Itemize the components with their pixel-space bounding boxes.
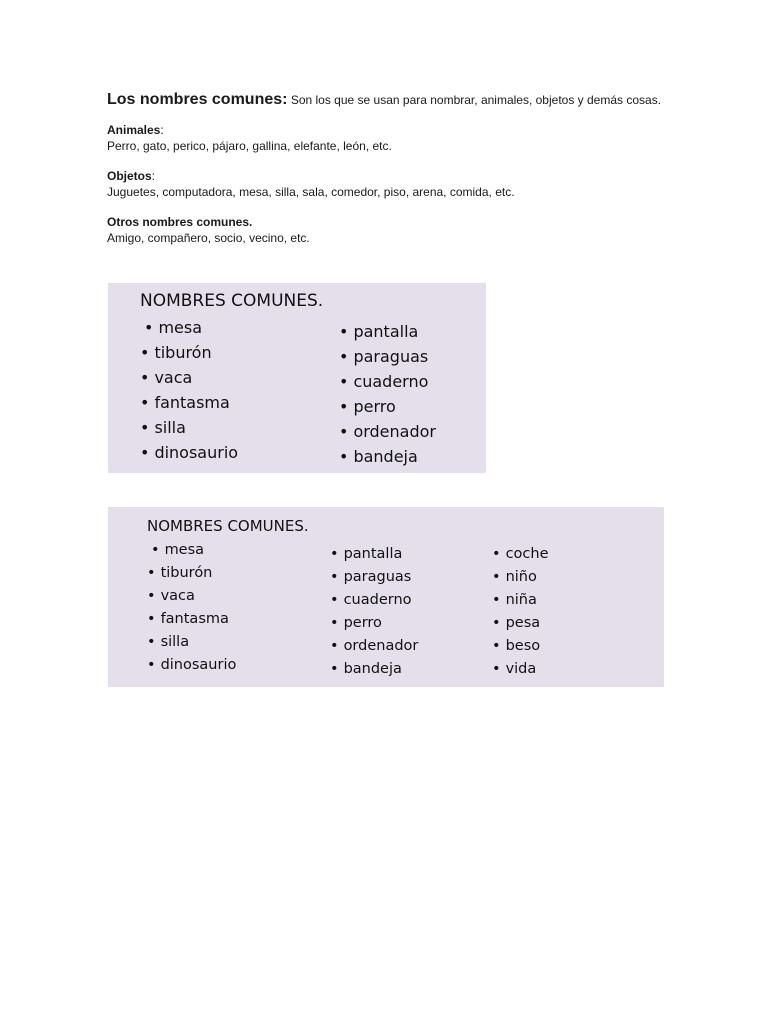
- word-list-item: • paraguas: [339, 344, 436, 369]
- word-list-item: • pantalla: [330, 543, 418, 566]
- word-list-item: • cuaderno: [339, 369, 436, 394]
- word-list-item: • vida: [492, 658, 549, 681]
- word-list-item: • vaca: [140, 365, 238, 390]
- word-list-item: • tiburón: [147, 562, 236, 585]
- section-body: Juguetes, computadora, mesa, silla, sala, comedor, piso, arena, comida, etc.: [107, 185, 515, 199]
- word-list-item: • pesa: [492, 612, 549, 635]
- intro-paragraph: [107, 92, 667, 108]
- word-list-item: • ordenador: [339, 419, 436, 444]
- section-otros: [107, 214, 667, 246]
- word-column-3: [492, 543, 549, 681]
- word-list-item: • dinosaurio: [147, 654, 236, 677]
- word-list-item: • perro: [339, 394, 436, 419]
- section-title: Otros nombres comunes.: [107, 215, 253, 229]
- word-list-item: • vaca: [147, 585, 236, 608]
- word-list-item: • silla: [140, 415, 238, 440]
- word-list-item: • silla: [147, 631, 236, 654]
- word-list-item: • bandeja: [330, 658, 418, 681]
- word-list-item: • cuaderno: [330, 589, 418, 612]
- section-body: Perro, gato, perico, pájaro, gallina, elefante, león, etc.: [107, 139, 392, 153]
- word-list-item: • pantalla: [339, 319, 436, 344]
- word-list-item: • bandeja: [339, 444, 436, 469]
- word-column-1: [140, 315, 238, 465]
- nombres-comunes-box-large: [108, 507, 664, 687]
- section-title: Objetos: [107, 169, 152, 183]
- word-column-2: [339, 319, 436, 469]
- word-column-1: [147, 539, 236, 677]
- section-title: Animales: [107, 123, 161, 137]
- word-list-item: • fantasma: [147, 608, 236, 631]
- intro-title: Los nombres comunes:: [107, 91, 288, 108]
- word-list-item: • paraguas: [330, 566, 418, 589]
- word-list-item: • perro: [330, 612, 418, 635]
- word-list-item: • coche: [492, 543, 549, 566]
- word-list-item: • tiburón: [140, 340, 238, 365]
- section-title-suffix: :: [151, 169, 156, 183]
- word-list-item: • niña: [492, 589, 549, 612]
- word-column-2: [330, 543, 418, 681]
- word-list-item: • niño: [492, 566, 549, 589]
- word-list-item: • mesa: [140, 315, 238, 340]
- word-list-item: • beso: [492, 635, 549, 658]
- word-list-item: • mesa: [147, 539, 236, 562]
- intro-text: Son los que se usan para nombrar, animales, objetos y demás cosas.: [287, 93, 662, 107]
- word-list-item: • ordenador: [330, 635, 418, 658]
- nombres-comunes-box-small: [108, 283, 486, 473]
- section-title-suffix: :: [160, 123, 164, 137]
- section-objetos: [107, 168, 667, 200]
- box-title: NOMBRES COMUNES.: [140, 291, 324, 311]
- document-page: [107, 92, 667, 246]
- section-animales: [107, 122, 667, 154]
- box-title: NOMBRES COMUNES.: [147, 517, 309, 535]
- word-list-item: • dinosaurio: [140, 440, 238, 465]
- section-body: Amigo, compañero, socio, vecino, etc.: [107, 231, 310, 245]
- word-list-item: • fantasma: [140, 390, 238, 415]
